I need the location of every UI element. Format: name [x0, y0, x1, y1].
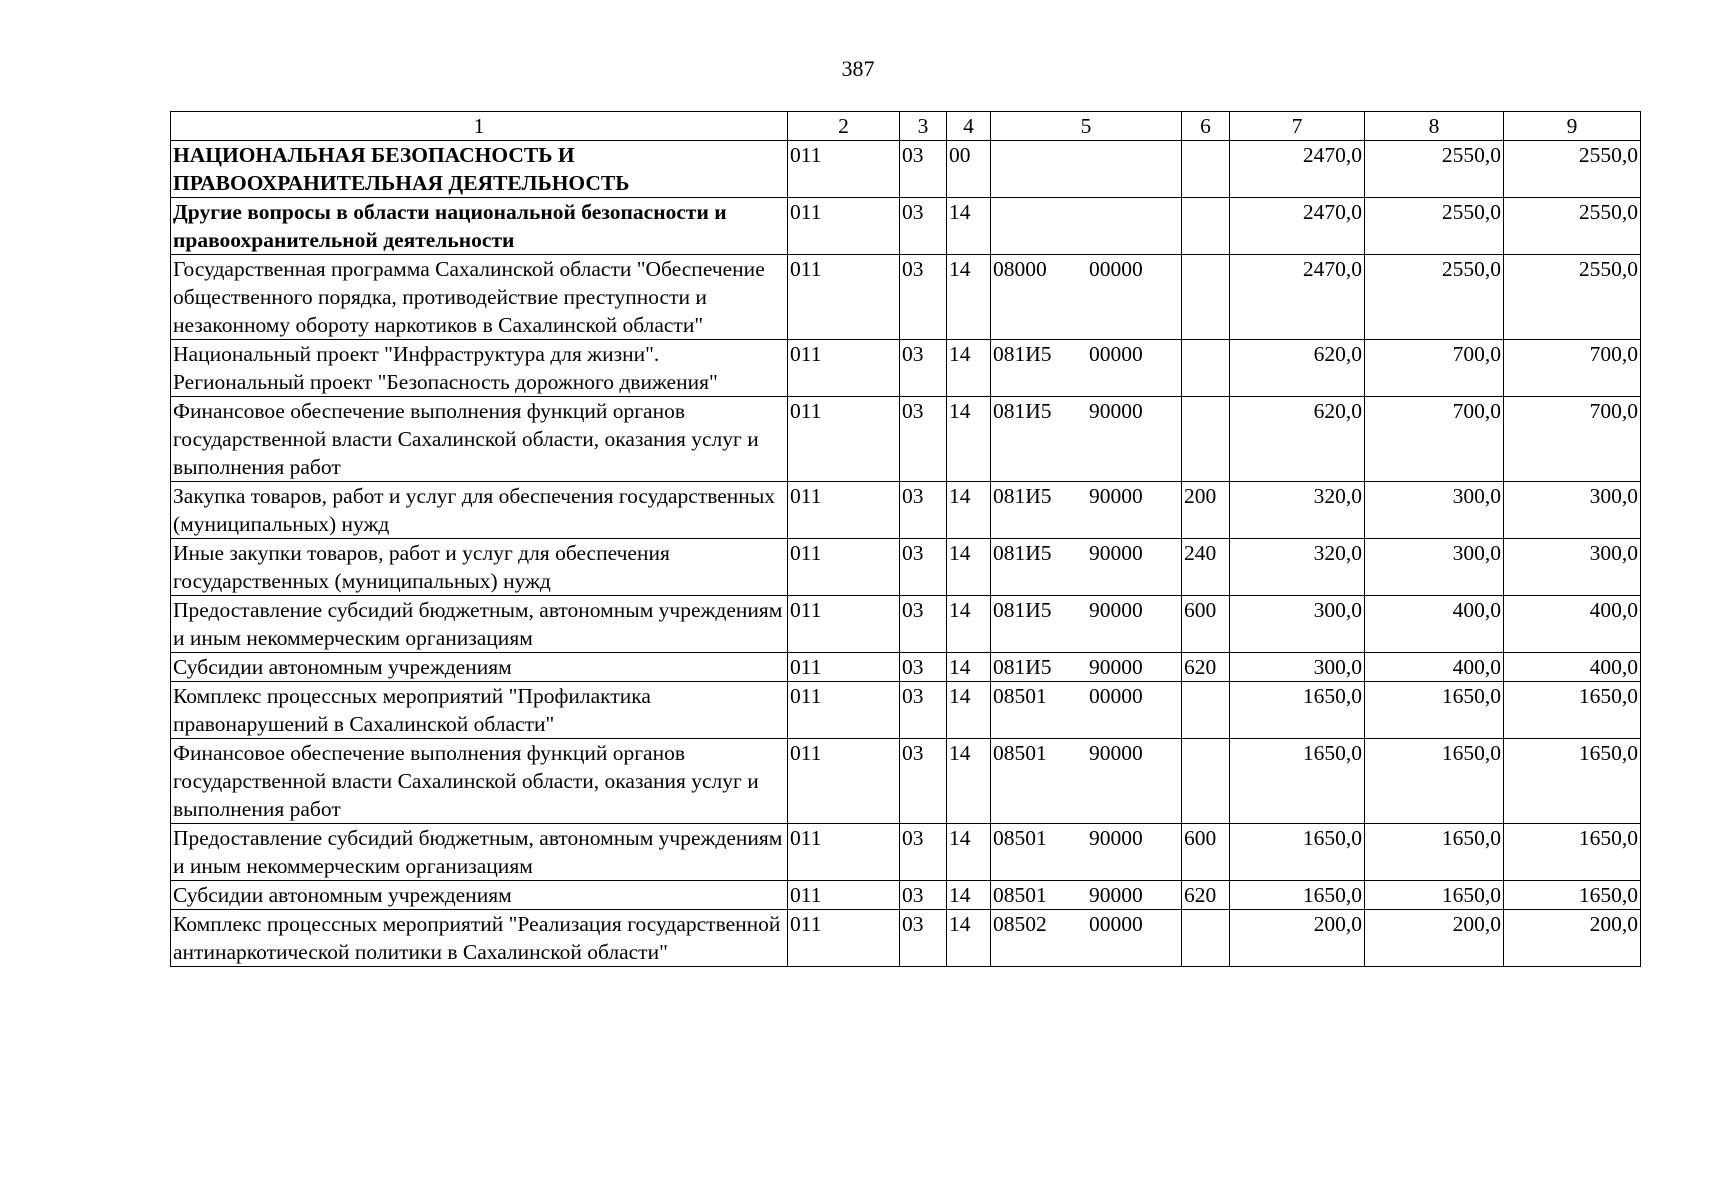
row-description: Финансовое обеспечение выполнения функций органов государственной власти Сахалинской области, оказания услуг и выполнения работ [171, 739, 788, 824]
amount-year-3: 2550,0 [1504, 141, 1641, 198]
code-section: 03 [900, 397, 947, 482]
code-target-article [991, 539, 1182, 596]
table-row [171, 397, 1641, 482]
code-subsection: 14 [947, 881, 991, 910]
target-article-direction: 90000 [1089, 541, 1143, 565]
amount-year-2: 400,0 [1365, 653, 1504, 682]
code-ministry: 011 [788, 653, 900, 682]
target-article-program: 081И5 [993, 655, 1052, 679]
code-target-article [991, 141, 1182, 198]
code-expense-type [1182, 340, 1230, 397]
amount-year-3: 1650,0 [1504, 824, 1641, 881]
header-row [171, 112, 1641, 141]
amount-year-2: 1650,0 [1365, 881, 1504, 910]
column-header: 9 [1504, 112, 1641, 141]
code-expense-type: 200 [1182, 482, 1230, 539]
row-description: Иные закупки товаров, работ и услуг для обеспечения государственных (муниципальных) нужд [171, 539, 788, 596]
code-section: 03 [900, 482, 947, 539]
amount-year-2: 700,0 [1365, 397, 1504, 482]
column-header: 8 [1365, 112, 1504, 141]
code-ministry: 011 [788, 539, 900, 596]
target-article-program: 081И5 [993, 399, 1052, 423]
table-row [171, 881, 1641, 910]
code-expense-type [1182, 739, 1230, 824]
row-description: Закупка товаров, работ и услуг для обеспечения государственных (муниципальных) нужд [171, 482, 788, 539]
table-row [171, 739, 1641, 824]
amount-year-1: 1650,0 [1230, 682, 1365, 739]
code-expense-type [1182, 397, 1230, 482]
code-ministry: 011 [788, 198, 900, 255]
table-row [171, 653, 1641, 682]
code-ministry: 011 [788, 340, 900, 397]
target-article-program: 081И5 [993, 484, 1052, 508]
amount-year-2: 200,0 [1365, 910, 1504, 967]
row-description: Субсидии автономным учреждениям [171, 881, 788, 910]
amount-year-3: 400,0 [1504, 596, 1641, 653]
code-subsection: 14 [947, 198, 991, 255]
page-number: 387 [841, 56, 875, 81]
amount-year-2: 2550,0 [1365, 255, 1504, 340]
code-subsection: 14 [947, 255, 991, 340]
code-subsection: 14 [947, 682, 991, 739]
code-expense-type [1182, 198, 1230, 255]
code-subsection: 14 [947, 910, 991, 967]
amount-year-1: 200,0 [1230, 910, 1365, 967]
amount-year-3: 700,0 [1504, 397, 1641, 482]
code-expense-type: 600 [1182, 824, 1230, 881]
code-section: 03 [900, 141, 947, 198]
code-subsection: 14 [947, 397, 991, 482]
code-section: 03 [900, 824, 947, 881]
code-expense-type: 600 [1182, 596, 1230, 653]
table-row [171, 198, 1641, 255]
amount-year-2: 1650,0 [1365, 739, 1504, 824]
code-section: 03 [900, 596, 947, 653]
table-row [171, 596, 1641, 653]
target-article-direction: 90000 [1089, 741, 1143, 765]
amount-year-3: 1650,0 [1504, 881, 1641, 910]
amount-year-1: 320,0 [1230, 482, 1365, 539]
code-ministry: 011 [788, 824, 900, 881]
code-target-article [991, 739, 1182, 824]
amount-year-3: 1650,0 [1504, 739, 1641, 824]
target-article-program: 081И5 [993, 541, 1052, 565]
code-target-article [991, 682, 1182, 739]
target-article-program: 08501 [993, 741, 1047, 765]
code-expense-type [1182, 910, 1230, 967]
code-subsection: 14 [947, 340, 991, 397]
row-description: Финансовое обеспечение выполнения функций органов государственной власти Сахалинской области, оказания услуг и выполнения работ [171, 397, 788, 482]
code-ministry: 011 [788, 910, 900, 967]
code-section: 03 [900, 539, 947, 596]
code-section: 03 [900, 881, 947, 910]
amount-year-2: 1650,0 [1365, 824, 1504, 881]
code-target-article [991, 653, 1182, 682]
code-ministry: 011 [788, 482, 900, 539]
code-section: 03 [900, 682, 947, 739]
code-ministry: 011 [788, 596, 900, 653]
amount-year-1: 2470,0 [1230, 141, 1365, 198]
target-article-direction: 90000 [1089, 655, 1143, 679]
target-article-program: 08501 [993, 826, 1047, 850]
code-subsection: 14 [947, 539, 991, 596]
target-article-direction: 90000 [1089, 399, 1143, 423]
amount-year-3: 300,0 [1504, 539, 1641, 596]
code-subsection: 00 [947, 141, 991, 198]
code-target-article [991, 482, 1182, 539]
code-expense-type [1182, 255, 1230, 340]
table-row [171, 141, 1641, 198]
code-expense-type [1182, 682, 1230, 739]
row-description: Государственная программа Сахалинской области "Обеспечение общественного порядка, противодействие преступности и незаконному обороту наркотиков в Сахалинской области" [171, 255, 788, 340]
budget-table [170, 111, 1641, 967]
target-article-program: 081И5 [993, 342, 1052, 366]
amount-year-1: 1650,0 [1230, 824, 1365, 881]
code-expense-type [1182, 141, 1230, 198]
amount-year-2: 400,0 [1365, 596, 1504, 653]
code-subsection: 14 [947, 653, 991, 682]
column-header: 4 [947, 112, 991, 141]
code-section: 03 [900, 653, 947, 682]
amount-year-2: 700,0 [1365, 340, 1504, 397]
target-article-program: 08000 [993, 257, 1047, 281]
code-subsection: 14 [947, 739, 991, 824]
code-target-article [991, 881, 1182, 910]
code-section: 03 [900, 198, 947, 255]
code-subsection: 14 [947, 596, 991, 653]
table-row [171, 910, 1641, 967]
amount-year-2: 300,0 [1365, 482, 1504, 539]
target-article-program: 08502 [993, 912, 1047, 936]
code-target-article [991, 340, 1182, 397]
row-description: Предоставление субсидий бюджетным, автономным учреждениям и иным некоммерческим организациям [171, 596, 788, 653]
code-target-article [991, 596, 1182, 653]
target-article-direction: 00000 [1089, 342, 1143, 366]
amount-year-3: 200,0 [1504, 910, 1641, 967]
amount-year-1: 620,0 [1230, 340, 1365, 397]
target-article-direction: 00000 [1089, 912, 1143, 936]
column-header: 3 [900, 112, 947, 141]
code-subsection: 14 [947, 824, 991, 881]
amount-year-1: 620,0 [1230, 397, 1365, 482]
table-row [171, 824, 1641, 881]
code-target-article [991, 255, 1182, 340]
target-article-program: 08501 [993, 883, 1047, 907]
amount-year-1: 1650,0 [1230, 739, 1365, 824]
column-header: 6 [1182, 112, 1230, 141]
code-section: 03 [900, 340, 947, 397]
amount-year-1: 300,0 [1230, 653, 1365, 682]
code-ministry: 011 [788, 739, 900, 824]
code-ministry: 011 [788, 255, 900, 340]
row-description: Другие вопросы в области национальной безопасности и правоохранительной деятельности [171, 198, 788, 255]
target-article-program: 081И5 [993, 598, 1052, 622]
amount-year-2: 2550,0 [1365, 198, 1504, 255]
target-article-direction: 90000 [1089, 598, 1143, 622]
amount-year-1: 1650,0 [1230, 881, 1365, 910]
table-row [171, 255, 1641, 340]
table-row [171, 482, 1641, 539]
amount-year-1: 300,0 [1230, 596, 1365, 653]
code-subsection: 14 [947, 482, 991, 539]
row-description: Комплекс процессных мероприятий "Реализация государственной антинаркотической политики в Сахалинской области" [171, 910, 788, 967]
row-description: Субсидии автономным учреждениям [171, 653, 788, 682]
amount-year-1: 320,0 [1230, 539, 1365, 596]
code-expense-type: 240 [1182, 539, 1230, 596]
target-article-program: 08501 [993, 684, 1047, 708]
code-section: 03 [900, 255, 947, 340]
amount-year-2: 300,0 [1365, 539, 1504, 596]
column-header: 7 [1230, 112, 1365, 141]
row-description: НАЦИОНАЛЬНАЯ БЕЗОПАСНОСТЬ И ПРАВООХРАНИТЕЛЬНАЯ ДЕЯТЕЛЬНОСТЬ [171, 141, 788, 198]
table-row [171, 539, 1641, 596]
target-article-direction: 00000 [1089, 257, 1143, 281]
table-body [171, 141, 1641, 967]
row-description: Предоставление субсидий бюджетным, автономным учреждениям и иным некоммерческим организациям [171, 824, 788, 881]
amount-year-3: 300,0 [1504, 482, 1641, 539]
amount-year-3: 2550,0 [1504, 198, 1641, 255]
amount-year-3: 1650,0 [1504, 682, 1641, 739]
amount-year-3: 2550,0 [1504, 255, 1641, 340]
code-target-article [991, 198, 1182, 255]
target-article-direction: 00000 [1089, 684, 1143, 708]
amount-year-3: 400,0 [1504, 653, 1641, 682]
code-ministry: 011 [788, 397, 900, 482]
table-row [171, 682, 1641, 739]
amount-year-2: 1650,0 [1365, 682, 1504, 739]
code-ministry: 011 [788, 141, 900, 198]
target-article-direction: 90000 [1089, 826, 1143, 850]
column-header: 1 [171, 112, 788, 141]
target-article-direction: 90000 [1089, 484, 1143, 508]
amount-year-1: 2470,0 [1230, 198, 1365, 255]
row-description: Комплекс процессных мероприятий "Профилактика правонарушений в Сахалинской области" [171, 682, 788, 739]
code-target-article [991, 397, 1182, 482]
amount-year-1: 2470,0 [1230, 255, 1365, 340]
code-section: 03 [900, 910, 947, 967]
target-article-direction: 90000 [1089, 883, 1143, 907]
code-ministry: 011 [788, 881, 900, 910]
code-ministry: 011 [788, 682, 900, 739]
row-description: Национальный проект "Инфраструктура для жизни". Региональный проект "Безопасность дорожного движения" [171, 340, 788, 397]
amount-year-3: 700,0 [1504, 340, 1641, 397]
code-expense-type: 620 [1182, 653, 1230, 682]
column-header: 5 [991, 112, 1182, 141]
column-header: 2 [788, 112, 900, 141]
code-target-article [991, 824, 1182, 881]
table-row [171, 340, 1641, 397]
code-section: 03 [900, 739, 947, 824]
code-target-article [991, 910, 1182, 967]
amount-year-2: 2550,0 [1365, 141, 1504, 198]
code-expense-type: 620 [1182, 881, 1230, 910]
